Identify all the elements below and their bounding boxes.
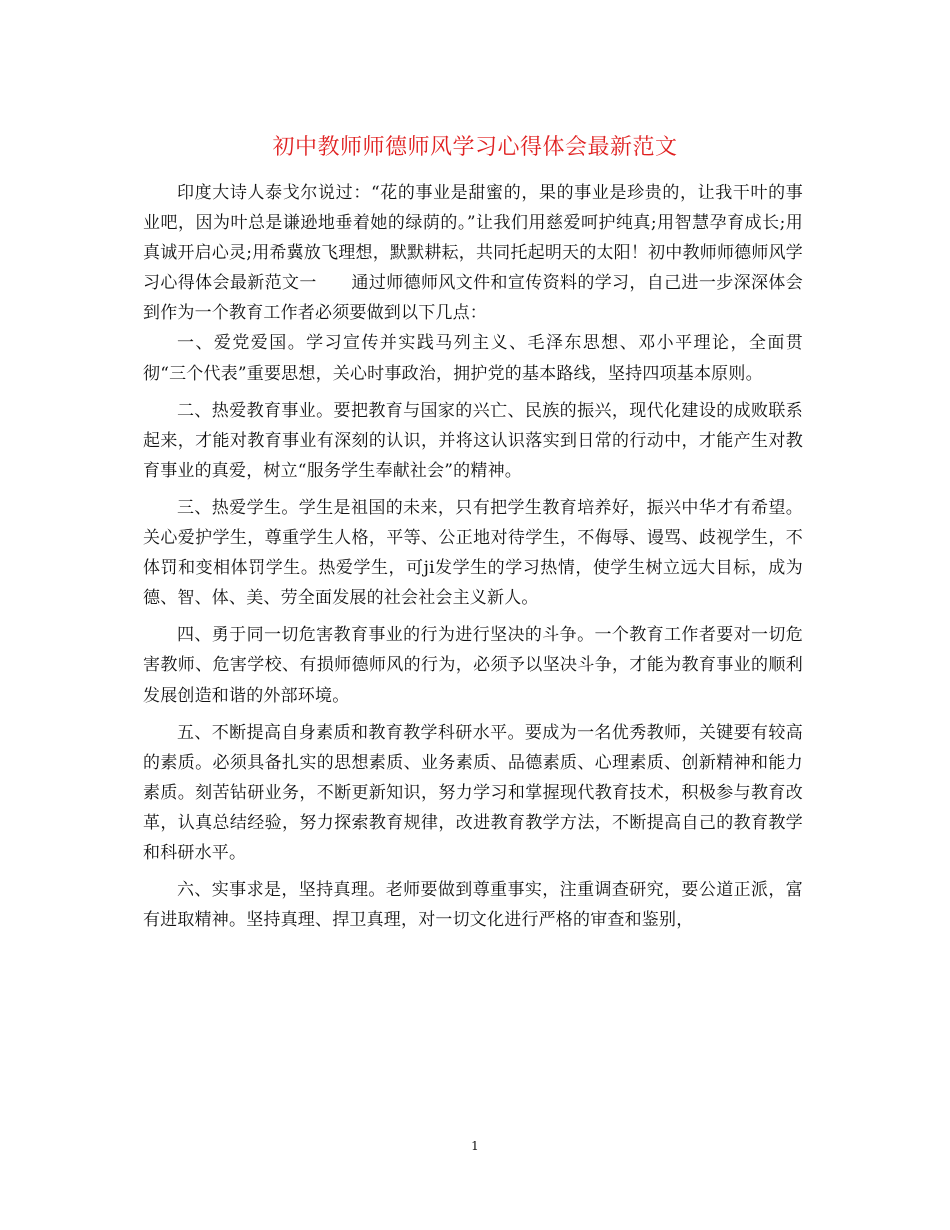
paragraph-4: 四、勇于同一切危害教育事业的行为进行坚决的斗争。一个教育工作者要对一切危害教师、危害学校、有损师德师风的行为，必须予以坚决斗争，才能为教育事业的顺利发展创造和谐的外部环境。 — [143, 625, 803, 706]
paragraph-1: 一、爱党爱国。学习宣传并实践马列主义、毛泽东思想、邓小平理论，全面贯彻“三个代表”重要思想，关心时事政治，拥护党的基本路线，坚持四项基本原则。 — [143, 333, 803, 384]
document-body — [143, 178, 803, 935]
paragraph-5: 五、不断提高自身素质和教育教学科研水平。要成为一名优秀教师，关键要有较高的素质。必须具备扎实的思想素质、业务素质、品德素质、心理素质、创新精神和能力素质。刻苦钻研业务，不断更新知识，努力学习和掌握现代教育技术，积极参与教育改革，认真总结经验，努力探索教育规律，改进教育教学方法，不断提高自己的教育教学和科研水平。 — [143, 722, 803, 863]
document-title: 初中教师师德师风学习心得体会最新范文 — [272, 135, 678, 160]
paragraph-3: 三、热爱学生。学生是祖国的未来，只有把学生教育培养好，振兴中华才有希望。关心爱护学生，尊重学生人格，平等、公正地对待学生，不侮辱、谩骂、歧视学生，不体罚和变相体罚学生。热爱学生，可ji发学生的学习热情，使学生树立远大目标，成为德、智、体、美、劳全面发展的社会社会主义新人。 — [143, 497, 803, 609]
page-number: 1 — [471, 1139, 479, 1153]
paragraph-6: 六、实事求是，坚持真理。老师要做到尊重事实，注重调查研究，要公道正派，富有进取精神。坚持真理、捍卫真理，对一切文化进行严格的审查和鉴别， — [143, 880, 803, 931]
paragraph-2: 二、热爱教育事业。要把教育与国家的兴亡、民族的振兴，现代化建设的成败联系起来，才能对教育事业有深刻的认识，并将这认识落实到日常的行动中，才能产生对教育事业的真爱，树立“服务学生奉献社会”的精神。 — [143, 400, 803, 481]
paragraph-intro: 印度大诗人泰戈尔说过：“花的事业是甜蜜的，果的事业是珍贵的，让我干叶的事业吧，因为叶总是谦逊地垂着她的绿荫的。”让我们用慈爱呵护纯真;用智慧孕育成长;用真诚开启心灵;用希冀放飞理想，默默耕耘，共同托起明天的太阳！初中教师师德师风学习心得体会最新范文一 通过师德师风文件和宣传资料的学习，自己进一步深深体会到作为一个教育工作者必须要做到以下几点： — [143, 183, 803, 324]
